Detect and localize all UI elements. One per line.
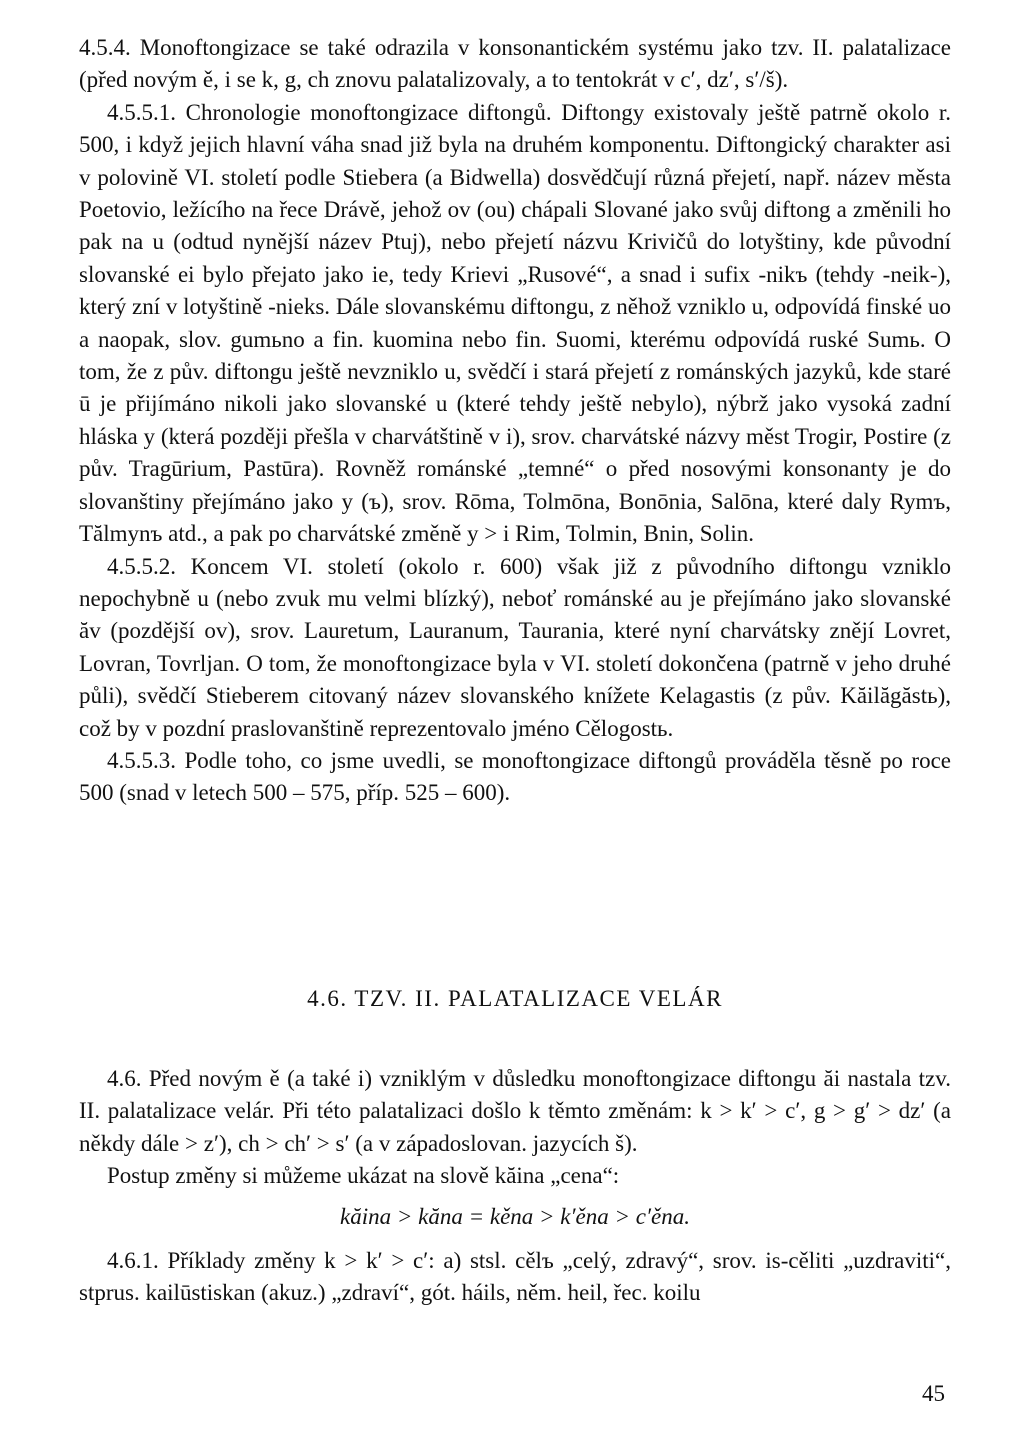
- paragraph-4-5-5-3: 4.5.5.3. Podle toho, co jsme uvedli, se monoftongizace diftongů prováděla těsně po roce 500 (snad v letech 500 – 575, příp. 525 – 600).: [79, 747, 951, 806]
- paragraph-4-5-5-1: 4.5.5.1. Chronologie monoftongizace diftongů. Diftongy existovaly ještě patrně okolo r. 500, i když jejich hlavní váha snad již byla na druhém komponentu. Diftongický charakter asi v polovině VI. století podle Stiebera (a Bidwella) dosvědčují různá přejetí, např. název města Poetovio, ležícího na řece Drávě, jehož ov (ou) chápali Slované jako svůj diftong a změnili ho pak na u (odtud nynější název Ptuj), nebo přejetí názvu Krivičů do lotyštiny, kde původní slovanské ei bylo přejato jako ie, tedy Krievi „Rusové“, a snad i sufix -nikъ (tehdy -neik-), který zní v lotyštině -nieks. Dále slovanskému diftongu, z něhož vzniklo u, odpovídá finské uo a naopak, slov. gumьno a fin. kuomina nebo fin. Suomi, kterému odpovídá ruské Sumь. O tom, že z pův. diftongu ještě nevzniklo u, svědčí i stará přejetí z románských jazyků, kde staré ū je přijímáno nikoli jako slovanské u (které tehdy ještě nebylo), nýbrž jako vysoká zadní hláska y (která později přešla v charvátštině v i), srov. charvátské názvy měst Trogir, Postire (z pův. Tragūrium, Pastūra). Rovněž románské „temné“ o před nosovými konsonanty je do slovanštiny přejímáno jako y (ъ), srov. Rōma, Tolmōna, Bonōnia, Salōna, které daly Rymъ, Tălmynъ atd., a pak po charvátské změně y > i Rim, Tolmin, Bnin, Solin.: [79, 99, 951, 547]
- paragraph-4-5-4: 4.5.4. Monoftongizace se také odrazila v konsonantickém systému jako tzv. II. palatalizace (před novým ě, i se k, g, ch znovu palatalizovaly, a to tentokrát v c′, dz′, s′/š).: [79, 35, 951, 93]
- paragraph-postup: Postup změny si můžeme ukázat na slově kăina „cena“:: [107, 1163, 620, 1189]
- body-text-top: [79, 32, 951, 810]
- section-heading: 4.6. TZV. II. PALATALIZACE VELÁR: [307, 986, 723, 1011]
- paragraph-4-6: 4.6. Před novým ě (a také i) vzniklým v důsledku monoftongizace diftongu ăi nastala tzv. II. palatalizace velár. Při této palatalizaci došlo k těmto změnám: k > k′ > c′, g > g′ > dz′ (a někdy dále > z′), ch > ch′ > s′ (a v západoslovan. jazycích š).: [79, 1066, 951, 1156]
- formula-line: kăina > kăna = kěna > k′ěna > c′ěna.: [340, 1203, 690, 1229]
- body-text-bottom: [79, 1063, 951, 1310]
- page-number: 45: [922, 1381, 945, 1406]
- paragraph-4-5-5-2: 4.5.5.2. Koncem VI. století (okolo r. 600) však již z původního diftongu vzniklo nepochybně u (nebo zvuk mu velmi blízký), neboť románské au je přejímáno jako slovanské ăv (pozdější ov), srov. Lauretum, Lauranum, Taurania, které nyní charvátsky znějí Lovret, Lovran, Tovrljan. O tom, že monoftongizace byla v VI. století dokončena (patrně v jeho druhé půli), svědčí Stieberem citovaný název slovanského knížete Kelagastis (z pův. Kăilăgăstь), což by v pozdní praslovanštině reprezentovalo jméno Cělogostь.: [79, 553, 951, 741]
- paragraph-4-6-1: 4.6.1. Příklady změny k > k′ > c′: a) stsl. cělъ „celý, zdravý“, srov. is-cěliti „uzdraviti“, stprus. kailūstiskan (akuz.) „zdraví“, gót. háils, něm. heil, řec. koilu: [79, 1248, 951, 1306]
